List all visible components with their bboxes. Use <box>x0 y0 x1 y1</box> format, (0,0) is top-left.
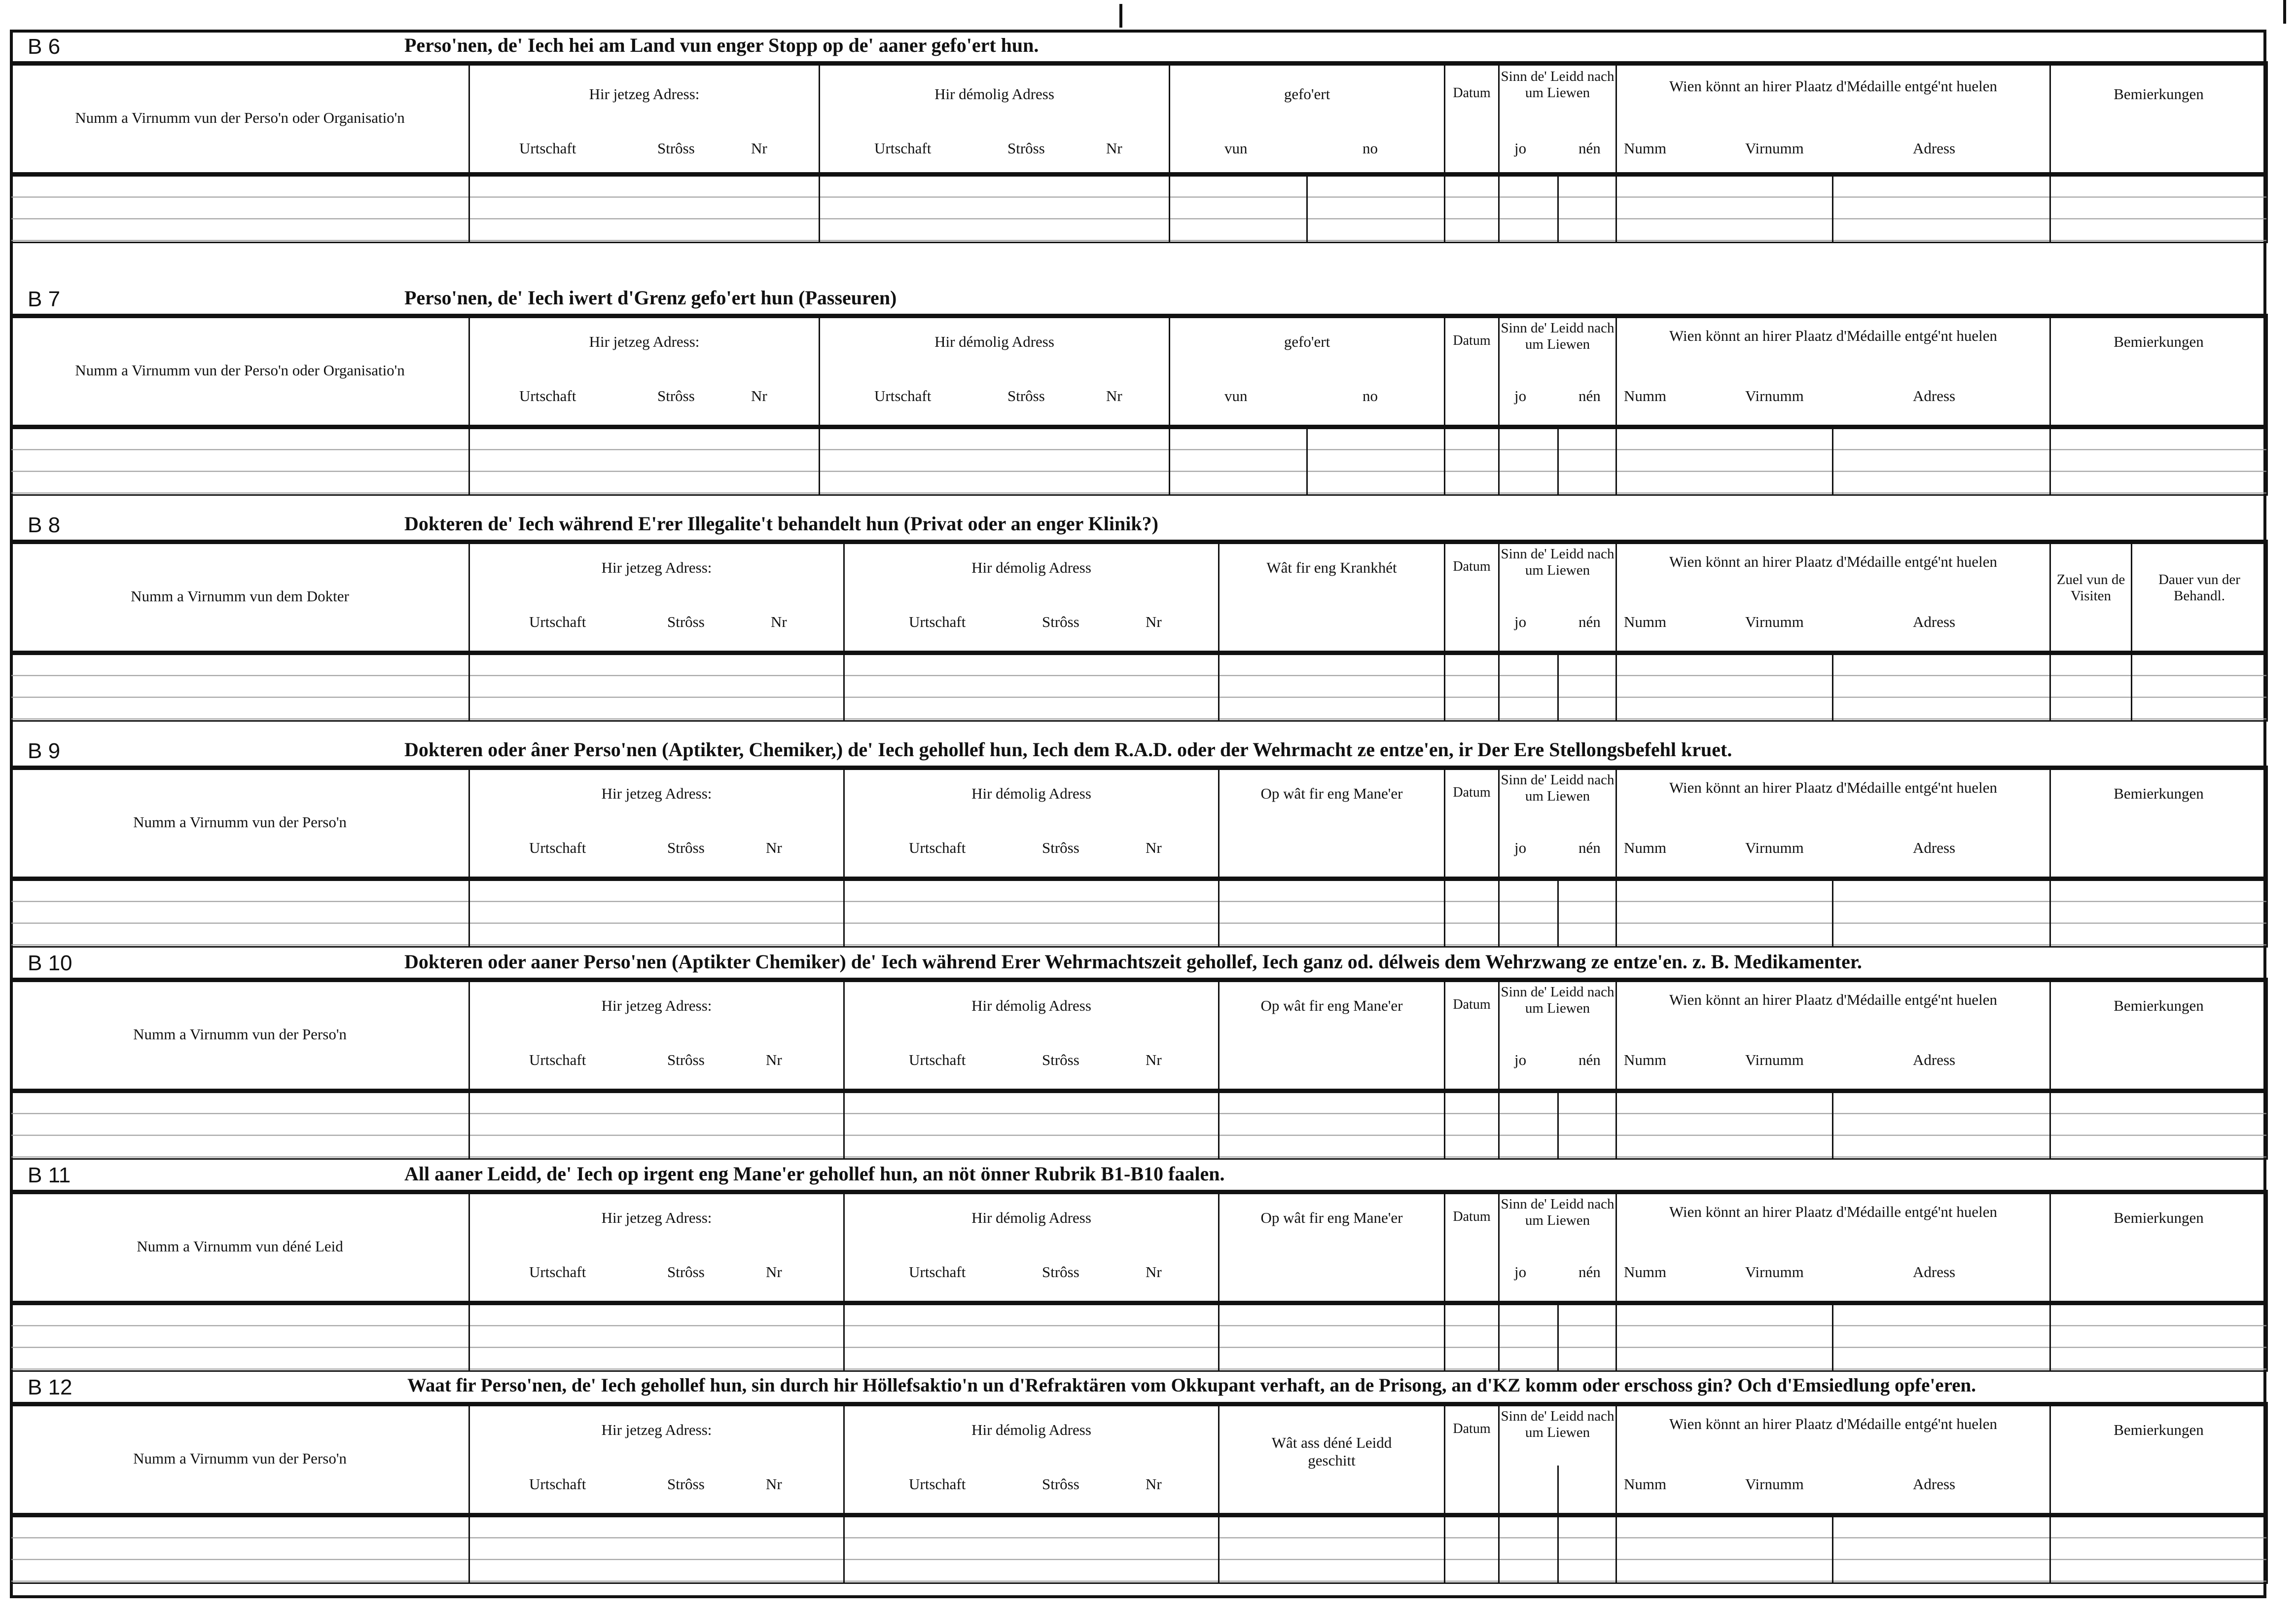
entry-row <box>11 427 2267 495</box>
section-table <box>10 1402 2268 1584</box>
entry-row <box>11 175 2267 243</box>
col-urtschaft-label: Urtschaft <box>529 1263 586 1281</box>
col-manner <box>1219 768 1445 879</box>
form-sheet <box>10 30 2266 1603</box>
col-jo-label: jo <box>1514 1051 1527 1068</box>
col-remarks <box>2050 980 2267 1091</box>
input-illness[interactable] <box>1219 653 1445 721</box>
col-numm-label: Numm <box>1624 140 1667 157</box>
section-title: All aaner Leidd, de' Iech op irgent eng Mane'er gehollef hun, an nöt önner Rubrik B1-B10 faalen. <box>404 1163 1225 1185</box>
col-virnumm-label: Virnumm <box>1745 1475 1804 1493</box>
col-nr-label: Nr <box>1106 387 1122 404</box>
col-former-address <box>820 64 1170 175</box>
input-medal-recipient[interactable] <box>1616 1515 2050 1583</box>
col-current-address-label: Hir jetzeg Adress: <box>601 559 712 576</box>
col-nr-label: Nr <box>1146 613 1162 630</box>
input-alive[interactable] <box>1499 879 1616 947</box>
col-stross-label: Strôss <box>1042 1263 1079 1281</box>
col-name <box>11 316 469 427</box>
input-former-address[interactable] <box>844 1515 1219 1583</box>
col-nr-label: Nr <box>1146 1263 1162 1281</box>
col-what-happened <box>1219 1404 1445 1515</box>
col-nr-label: Nr <box>1146 839 1162 856</box>
input-medal-recipient[interactable] <box>1616 879 2050 947</box>
input-alive[interactable] <box>1499 1515 1616 1583</box>
input-remarks[interactable] <box>2050 1303 2267 1371</box>
col-urtschaft-label: Urtschaft <box>909 613 966 630</box>
col-remarks-label: Bemierkungen <box>2114 997 2204 1014</box>
input-manner[interactable] <box>1219 879 1445 947</box>
col-what-happened-label: Wât ass déné Leidd geschitt <box>1271 1434 1392 1469</box>
col-medal-recipient-label: Wien könnt an hirer Plaatz d'Médaille entgé'nt huelen <box>1669 991 1997 1008</box>
input-former-address[interactable] <box>844 879 1219 947</box>
col-datum-label: Datum <box>1453 85 1491 101</box>
section-table <box>10 61 2268 243</box>
col-gefoert-label: gefo'ert <box>1284 85 1330 103</box>
col-visits-label: Zuel vun de Visiten <box>2056 572 2125 604</box>
col-remarks <box>2050 1192 2267 1303</box>
input-datum[interactable] <box>1445 1091 1499 1159</box>
col-jo-label: jo <box>1514 387 1527 404</box>
input-medal-recipient[interactable] <box>1616 1091 2050 1159</box>
col-numm-label: Numm <box>1624 387 1667 404</box>
col-virnumm-label: Virnumm <box>1745 140 1804 157</box>
col-urtschaft-label: Urtschaft <box>874 387 932 404</box>
col-current-address-label: Hir jetzeg Adress: <box>589 85 700 103</box>
section-header <box>10 1158 2266 1190</box>
col-alive <box>1499 1404 1616 1515</box>
col-stross-label: Strôss <box>667 613 705 630</box>
col-alive-label: Sinn de' Leidd nach um Liewen <box>1501 546 1614 579</box>
col-datum <box>1445 768 1499 879</box>
input-medal-recipient[interactable] <box>1616 427 2050 495</box>
col-manner-label: Op wât fir eng Mane'er <box>1260 785 1403 802</box>
col-datum-label: Datum <box>1453 559 1491 574</box>
col-urtschaft-label: Urtschaft <box>909 839 966 856</box>
col-datum-label: Datum <box>1453 997 1491 1012</box>
col-numm-label: Numm <box>1624 1051 1667 1068</box>
col-adress-label: Adress <box>1913 1475 1956 1493</box>
col-stross-label: Strôss <box>1042 839 1079 856</box>
input-medal-recipient[interactable] <box>1616 1303 2050 1371</box>
col-datum <box>1445 316 1499 427</box>
col-adress-label: Adress <box>1913 387 1956 404</box>
col-virnumm-label: Virnumm <box>1745 839 1804 856</box>
input-name[interactable] <box>11 1091 469 1159</box>
col-adress-label: Adress <box>1913 613 1956 630</box>
col-name-label: Numm a Virnumm vun der Perso'n <box>133 1026 347 1043</box>
col-medal-recipient-label: Wien könnt an hirer Plaatz d'Médaille entgé'nt huelen <box>1669 77 1997 95</box>
col-name-label: Numm a Virnumm vun déné Leid <box>137 1238 343 1255</box>
col-medal-recipient <box>1616 1192 2050 1303</box>
col-stross-label: Strôss <box>1042 613 1079 630</box>
col-jo-label: jo <box>1514 839 1527 856</box>
col-name <box>11 1404 469 1515</box>
col-alive-label: Sinn de' Leidd nach um Liewen <box>1501 984 1614 1017</box>
col-current-address <box>469 768 844 879</box>
col-former-address-label: Hir démolig Adress <box>971 1421 1091 1438</box>
col-datum <box>1445 1192 1499 1303</box>
col-current-address-label: Hir jetzeg Adress: <box>601 1421 712 1438</box>
col-stross-label: Strôss <box>1042 1475 1079 1493</box>
col-adress-label: Adress <box>1913 1051 1956 1068</box>
input-former-address[interactable] <box>820 427 1170 495</box>
input-current-address[interactable] <box>469 427 820 495</box>
col-stross-label: Strôss <box>1042 1051 1079 1068</box>
col-former-address-label: Hir démolig Adress <box>971 997 1091 1014</box>
col-nr-label: Nr <box>766 1263 782 1281</box>
input-name[interactable] <box>11 879 469 947</box>
section-title: Dokteren oder âner Perso'nen (Aptikter, Chemiker,) de' Iech gehollef hun, Iech dem R.A.D. oder der Wehrmacht ze entze'en, ir Der Ere Stellongsbefehl kruet. <box>404 738 1732 761</box>
col-gefoert <box>1170 316 1445 427</box>
section-code: B 8 <box>28 513 61 537</box>
col-numm-label: Numm <box>1624 613 1667 630</box>
col-datum-label: Datum <box>1453 1209 1491 1224</box>
top-registration-mark <box>1119 4 1122 28</box>
input-former-address[interactable] <box>844 1303 1219 1371</box>
col-datum-label: Datum <box>1453 785 1491 800</box>
col-nr-label: Nr <box>751 387 767 404</box>
col-duration-label: Dauer vun der Behandl. <box>2158 572 2240 604</box>
col-medal-recipient <box>1616 768 2050 879</box>
col-medal-recipient-label: Wien könnt an hirer Plaatz d'Médaille entgé'nt huelen <box>1669 1415 1997 1432</box>
col-no-label: no <box>1363 140 1378 157</box>
col-virnumm-label: Virnumm <box>1745 613 1804 630</box>
input-remarks[interactable] <box>2050 879 2267 947</box>
section-header <box>10 734 2266 766</box>
corner-registration-mark <box>2283 0 2286 24</box>
col-adress-label: Adress <box>1913 839 1956 856</box>
col-stross-label: Strôss <box>1007 140 1045 157</box>
col-medal-recipient-label: Wien könnt an hirer Plaatz d'Médaille entgé'nt huelen <box>1669 1203 1997 1220</box>
input-former-address[interactable] <box>820 175 1170 243</box>
section-code: B 11 <box>28 1163 71 1187</box>
col-current-address <box>469 316 820 427</box>
col-alive-label: Sinn de' Leidd nach um Liewen <box>1501 69 1614 101</box>
col-nen-label: nén <box>1578 839 1601 856</box>
col-remarks <box>2050 316 2267 427</box>
col-name <box>11 980 469 1091</box>
col-former-address <box>844 768 1219 879</box>
col-manner-label: Op wât fir eng Mane'er <box>1260 1209 1403 1226</box>
section-code: B 7 <box>28 287 61 311</box>
col-alive <box>1499 542 1616 653</box>
col-current-address-label: Hir jetzeg Adress: <box>601 1209 712 1226</box>
col-current-address-label: Hir jetzeg Adress: <box>589 333 700 350</box>
col-nen-label: nén <box>1578 613 1601 630</box>
input-name[interactable] <box>11 653 469 721</box>
section-code: B 9 <box>28 739 61 763</box>
input-remarks[interactable] <box>2050 427 2267 495</box>
input-medal-recipient[interactable] <box>1616 653 2050 721</box>
col-current-address <box>469 64 820 175</box>
entry-row <box>11 879 2267 947</box>
col-datum <box>1445 1404 1499 1515</box>
col-virnumm-label: Virnumm <box>1745 1051 1804 1068</box>
col-manner <box>1219 980 1445 1091</box>
col-former-address <box>844 980 1219 1091</box>
input-remarks[interactable] <box>2050 1515 2267 1583</box>
col-stross-label: Strôss <box>667 1051 705 1068</box>
section-code: B 10 <box>28 951 72 975</box>
col-alive <box>1499 316 1616 427</box>
col-alive-label: Sinn de' Leidd nach um Liewen <box>1501 1408 1614 1441</box>
section-header <box>10 946 2266 978</box>
input-manner[interactable] <box>1219 1303 1445 1371</box>
col-urtschaft-label: Urtschaft <box>529 1051 586 1068</box>
col-nr-label: Nr <box>1146 1051 1162 1068</box>
section-title: Waat fir Perso'nen, de' Iech gehollef hun, sin durch hir Höllefsaktio'n un d'Refraktären vom Okkupant verhaft, an de Prisong, an d'KZ komm oder erschoss gin? Och d'Emsiedlung opfe'eren. <box>407 1375 1976 1396</box>
input-current-address[interactable] <box>469 175 820 243</box>
input-visits[interactable] <box>2050 653 2132 721</box>
section-header <box>10 508 2266 540</box>
col-adress-label: Adress <box>1913 1263 1956 1281</box>
col-name <box>11 64 469 175</box>
col-manner-label: Op wât fir eng Mane'er <box>1260 997 1403 1014</box>
input-current-address[interactable] <box>469 879 844 947</box>
input-current-address[interactable] <box>469 653 844 721</box>
col-medal-recipient <box>1616 64 2050 175</box>
col-vun-label: vun <box>1224 387 1248 404</box>
col-former-address <box>844 1192 1219 1303</box>
input-alive[interactable] <box>1499 175 1616 243</box>
input-name[interactable] <box>11 1303 469 1371</box>
col-name <box>11 1192 469 1303</box>
col-no-label: no <box>1363 387 1378 404</box>
col-nen-label: nén <box>1578 1051 1601 1068</box>
section-header <box>10 30 2266 61</box>
col-alive <box>1499 64 1616 175</box>
col-stross-label: Strôss <box>667 1475 705 1493</box>
input-remarks[interactable] <box>2050 175 2267 243</box>
col-datum <box>1445 542 1499 653</box>
col-former-address-label: Hir démolig Adress <box>934 85 1054 103</box>
col-jo-label: jo <box>1514 140 1527 157</box>
col-alive-label: Sinn de' Leidd nach um Liewen <box>1501 1196 1614 1229</box>
input-current-address[interactable] <box>469 1091 844 1159</box>
col-urtschaft-label: Urtschaft <box>529 613 586 630</box>
col-former-address-label: Hir démolig Adress <box>934 333 1054 350</box>
col-remarks-label: Bemierkungen <box>2114 785 2204 802</box>
col-illness-label: Wât fir eng Krankhét <box>1266 559 1397 576</box>
input-datum[interactable] <box>1445 653 1499 721</box>
col-former-address <box>820 316 1170 427</box>
col-former-address <box>844 542 1219 653</box>
input-datum[interactable] <box>1445 175 1499 243</box>
col-urtschaft-label: Urtschaft <box>909 1051 966 1068</box>
col-nr-label: Nr <box>766 839 782 856</box>
section-table <box>10 766 2268 948</box>
col-gefoert <box>1170 64 1445 175</box>
col-former-address-label: Hir démolig Adress <box>971 785 1091 802</box>
col-adress-label: Adress <box>1913 140 1956 157</box>
input-alive[interactable] <box>1499 1303 1616 1371</box>
col-nr-label: Nr <box>1146 1475 1162 1493</box>
col-virnumm-label: Virnumm <box>1745 1263 1804 1281</box>
col-duration <box>2132 542 2267 653</box>
col-medal-recipient <box>1616 316 2050 427</box>
input-gefoert[interactable] <box>1170 427 1445 495</box>
col-medal-recipient-label: Wien könnt an hirer Plaatz d'Médaille entgé'nt huelen <box>1669 779 1997 796</box>
section-table <box>10 978 2268 1160</box>
col-alive <box>1499 980 1616 1091</box>
col-datum <box>1445 980 1499 1091</box>
col-medal-recipient <box>1616 542 2050 653</box>
col-vun-label: vun <box>1224 140 1248 157</box>
input-what-happened[interactable] <box>1219 1515 1445 1583</box>
col-manner <box>1219 1192 1445 1303</box>
col-former-address-label: Hir démolig Adress <box>971 1209 1091 1226</box>
section-title: Perso'nen, de' Iech iwert d'Grenz gefo'ert hun (Passeuren) <box>404 287 897 309</box>
col-nr-label: Nr <box>1106 140 1122 157</box>
input-manner[interactable] <box>1219 1091 1445 1159</box>
col-illness <box>1219 542 1445 653</box>
col-nr-label: Nr <box>751 140 767 157</box>
entry-row <box>11 1515 2267 1583</box>
input-remarks[interactable] <box>2050 1091 2267 1159</box>
input-name[interactable] <box>11 427 469 495</box>
section-code: B 6 <box>28 35 61 59</box>
col-urtschaft-label: Urtschaft <box>519 140 576 157</box>
col-nr-label: Nr <box>766 1051 782 1068</box>
col-name <box>11 768 469 879</box>
col-alive <box>1499 1192 1616 1303</box>
col-stross-label: Strôss <box>667 839 705 856</box>
col-datum <box>1445 64 1499 175</box>
col-visits <box>2050 542 2132 653</box>
col-jo-label: jo <box>1514 1263 1527 1281</box>
col-urtschaft-label: Urtschaft <box>874 140 932 157</box>
entry-row <box>11 1091 2267 1159</box>
input-alive[interactable] <box>1499 1091 1616 1159</box>
input-name[interactable] <box>11 175 469 243</box>
col-alive-label: Sinn de' Leidd nach um Liewen <box>1501 772 1614 805</box>
input-duration[interactable] <box>2132 653 2267 721</box>
col-nr-label: Nr <box>771 613 787 630</box>
col-name-label: Numm a Virnumm vun der Perso'n <box>133 813 347 831</box>
entry-row <box>11 1303 2267 1371</box>
col-current-address <box>469 1404 844 1515</box>
input-datum[interactable] <box>1445 879 1499 947</box>
input-current-address[interactable] <box>469 1303 844 1371</box>
section-header <box>10 282 2266 314</box>
col-numm-label: Numm <box>1624 1263 1667 1281</box>
col-stross-label: Strôss <box>657 387 695 404</box>
col-medal-recipient <box>1616 1404 2050 1515</box>
col-remarks-label: Bemierkungen <box>2114 333 2204 350</box>
col-name <box>11 542 469 653</box>
col-stross-label: Strôss <box>667 1263 705 1281</box>
section-header <box>10 1370 2266 1402</box>
col-urtschaft-label: Urtschaft <box>909 1475 966 1493</box>
input-alive[interactable] <box>1499 427 1616 495</box>
input-current-address[interactable] <box>469 1515 844 1583</box>
col-numm-label: Numm <box>1624 839 1667 856</box>
col-nen-label: nén <box>1578 140 1601 157</box>
col-remarks <box>2050 768 2267 879</box>
section-title: Perso'nen, de' Iech hei am Land vun enger Stopp op de' aaner gefo'ert hun. <box>404 34 1039 56</box>
col-current-address <box>469 1192 844 1303</box>
col-remarks-label: Bemierkungen <box>2114 1421 2204 1438</box>
col-stross-label: Strôss <box>657 140 695 157</box>
input-alive[interactable] <box>1499 653 1616 721</box>
col-name-label: Numm a Virnumm vun der Perso'n oder Organisatio'n <box>75 109 405 126</box>
col-urtschaft-label: Urtschaft <box>529 839 586 856</box>
col-datum-label: Datum <box>1453 1421 1491 1436</box>
col-urtschaft-label: Urtschaft <box>909 1263 966 1281</box>
col-former-address-label: Hir démolig Adress <box>971 559 1091 576</box>
col-remarks <box>2050 1404 2267 1515</box>
col-former-address <box>844 1404 1219 1515</box>
input-name[interactable] <box>11 1515 469 1583</box>
col-alive <box>1499 768 1616 879</box>
input-former-address[interactable] <box>844 653 1219 721</box>
col-alive-label: Sinn de' Leidd nach um Liewen <box>1501 320 1614 353</box>
col-nen-label: nén <box>1578 387 1601 404</box>
section-table <box>10 1190 2268 1372</box>
col-jo-label: jo <box>1514 613 1527 630</box>
col-datum-label: Datum <box>1453 333 1491 348</box>
section-title: Dokteren de' Iech während E'rer Illegalite't behandelt hun (Privat oder an enger Klinik?) <box>404 513 1158 535</box>
col-numm-label: Numm <box>1624 1475 1667 1493</box>
input-datum[interactable] <box>1445 1303 1499 1371</box>
col-medal-recipient-label: Wien könnt an hirer Plaatz d'Médaille entgé'nt huelen <box>1669 553 1997 570</box>
col-nen-label: nén <box>1578 1263 1601 1281</box>
col-current-address <box>469 542 844 653</box>
input-datum[interactable] <box>1445 427 1499 495</box>
col-gefoert-label: gefo'ert <box>1284 333 1330 350</box>
col-current-address <box>469 980 844 1091</box>
section-title: Dokteren oder aaner Perso'nen (Aptikter Chemiker) de' Iech während Erer Wehrmachtszeit gehollef, Iech ganz od. délweis dem Wehrzwang ze entze'en. z. B. Medikamenter. <box>404 951 1862 973</box>
col-remarks-label: Bemierkungen <box>2114 1209 2204 1226</box>
col-medal-recipient <box>1616 980 2050 1091</box>
input-former-address[interactable] <box>844 1091 1219 1159</box>
col-current-address-label: Hir jetzeg Adress: <box>601 785 712 802</box>
col-virnumm-label: Virnumm <box>1745 387 1804 404</box>
input-datum[interactable] <box>1445 1515 1499 1583</box>
col-remarks <box>2050 64 2267 175</box>
section-table <box>10 540 2268 722</box>
col-name-label: Numm a Virnumm vun der Perso'n <box>133 1450 347 1467</box>
section-code: B 12 <box>28 1375 72 1399</box>
section-table <box>10 314 2268 496</box>
entry-row <box>11 653 2267 721</box>
input-medal-recipient[interactable] <box>1616 175 2050 243</box>
col-name-label: Numm a Virnumm vun der Perso'n oder Organisatio'n <box>75 362 405 379</box>
col-stross-label: Strôss <box>1007 387 1045 404</box>
col-current-address-label: Hir jetzeg Adress: <box>601 997 712 1014</box>
col-name-label: Numm a Virnumm vun dem Dokter <box>131 587 349 605</box>
col-nr-label: Nr <box>766 1475 782 1493</box>
input-gefoert[interactable] <box>1170 175 1445 243</box>
col-urtschaft-label: Urtschaft <box>519 387 576 404</box>
col-medal-recipient-label: Wien könnt an hirer Plaatz d'Médaille entgé'nt huelen <box>1669 327 1997 344</box>
col-urtschaft-label: Urtschaft <box>529 1475 586 1493</box>
col-remarks-label: Bemierkungen <box>2114 85 2204 103</box>
